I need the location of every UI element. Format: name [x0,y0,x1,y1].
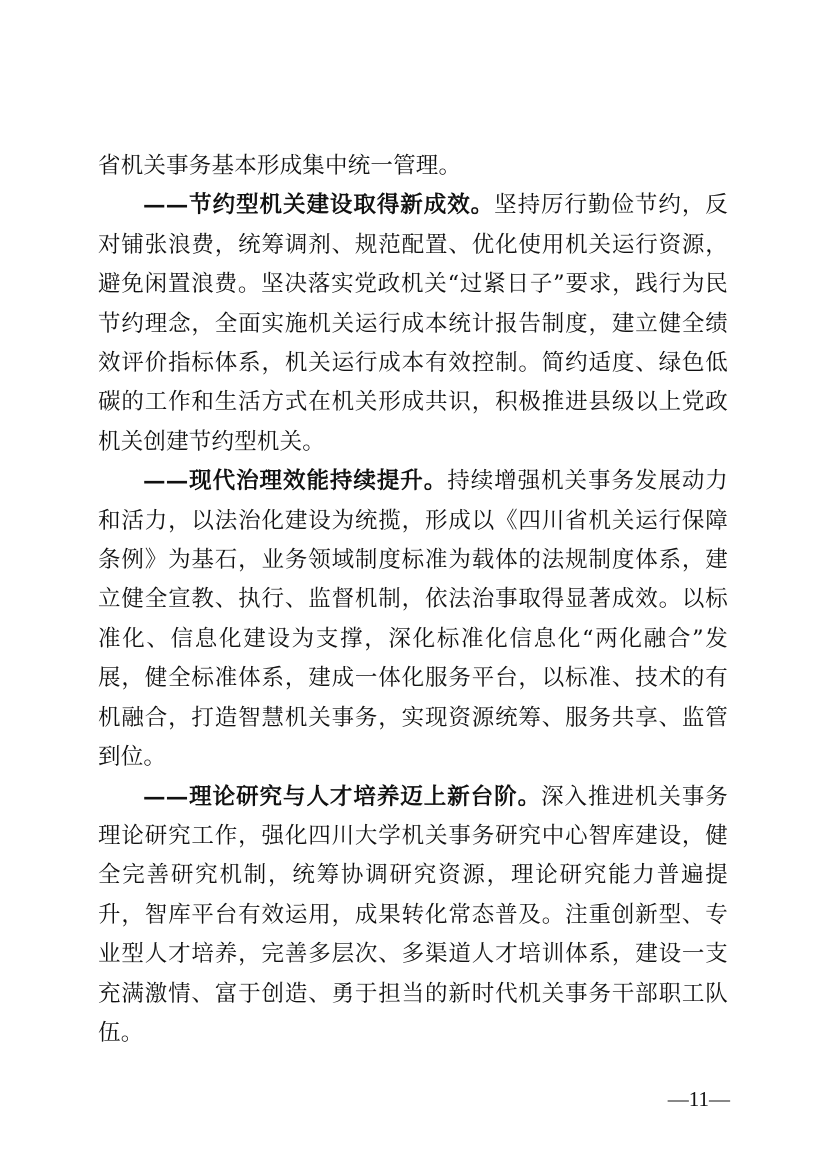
paragraph-continuation [98,147,728,186]
paragraph-heading: ——现代治理效能持续提升。 [143,468,448,495]
paragraph-text: 深入推进机关事务理论研究工作，强化四川大学机关事务研究中心智库建设，健全完善研究机制，统筹协调研究资源，理论研究能力普遍提升，智库平台有效运用，成果转化常态普及。注重创新型、专业型人才培养，完善多层次、多渠道人才培训体系，建设一支充满激情、富于创造、勇于担当的新时代机关事务干部职工队伍。 [98,783,728,1046]
paragraph-text: 持续增强机关事务发展动力和活力，以法治化建设为统揽，形成以《四川省机关运行保障条例》为基石，业务领域制度标准为载体的法规制度体系，建立健全宣教、执行、监督机制，依法治事取得显著成效。以标准化、信息化建设为支撑，深化标准化信息化“两化融合”发展，健全标准体系，建成一体化服务平台，以标准、技术的有机融合，打造智慧机关事务，实现资源统筹、服务共享、监管到位。 [98,468,728,771]
paragraph-modern-governance [98,462,728,777]
paragraph-text: 坚持厉行勤俭节约，反对铺张浪费，统筹调剂、规范配置、优化使用机关运行资源，避免闲置浪费。坚决落实党政机关“过紧日子”要求，践行为民节约理念，全面实施机关运行成本统计报告制度，建立健全绩效评价指标体系，机关运行成本有效控制。简约适度、绿色低碳的工作和生活方式在机关形成共识，积极推进县级以上党政机关创建节约型机关。 [98,192,728,455]
paragraph-conservation-oriented-agencies [98,186,728,462]
page-number: —11— [667,1087,730,1111]
paragraph-heading: ——节约型机关建设取得新成效。 [143,192,495,219]
paragraph-text: 省机关事务基本形成集中统一管理。 [98,153,462,179]
paragraph-heading: ——理论研究与人才培养迈上新台阶。 [143,783,542,810]
paragraph-theory-and-talent [98,778,728,1054]
body-text [98,147,728,1053]
